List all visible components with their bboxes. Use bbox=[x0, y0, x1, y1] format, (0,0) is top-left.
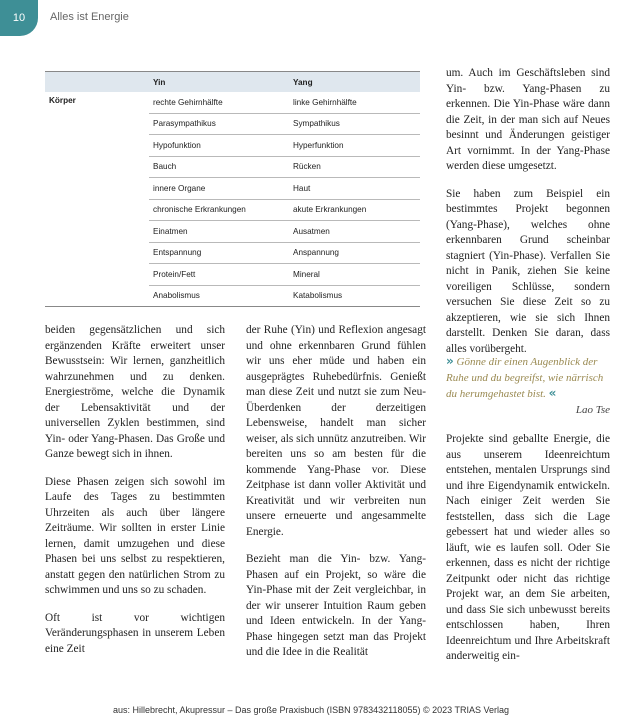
paragraph: Diese Phasen zeigen sich sowohl im Laufe des Tages zu bestimmten Uhrzeiten als auch über längere Zeiträume. Wir sollten in erster Linie lernen, damit umzugehen und diese Phasen bei uns selbst zu respektieren, anstatt gegen den natürlichen Strom zu schwimmen und uns so zu schaden. bbox=[45, 475, 225, 596]
table-header-yin: Yin bbox=[149, 72, 289, 92]
table-header-row bbox=[45, 72, 420, 92]
table-cell-yin: rechte Gehirnhälfte bbox=[149, 92, 289, 113]
table-header-yang: Yang bbox=[289, 72, 420, 92]
text-column-right-top bbox=[446, 66, 610, 369]
table-cell-yang: akute Erkrankungen bbox=[289, 199, 420, 221]
table-cell-yang: Sympathikus bbox=[289, 113, 420, 135]
table-cell-yang: Rücken bbox=[289, 156, 420, 178]
yin-yang-table bbox=[45, 71, 420, 307]
text-column-middle bbox=[246, 323, 426, 673]
footer-citation: aus: Hillebrecht, Akupressur – Das große Praxisbuch (ISBN 9783432118055) © 2023 TRIAS Verlag bbox=[112, 705, 509, 715]
quote-close-mark: « bbox=[548, 386, 557, 400]
paragraph: um. Auch im Geschäftsleben sind Yin- bzw. Yang-Phasen zu erkennen. Die Yin-Phase wäre dann die Zeit, in der man sich auf Neues besinnt und Änderungen geistiger Art vornimmt. In der Yang-Phase werden diese umgesetzt. bbox=[446, 67, 610, 172]
quote-open-mark: » bbox=[446, 354, 454, 368]
table-row bbox=[45, 92, 420, 113]
paragraph: Projekte sind geballte Energie, die aus unserem Ideenreichtum entstehen, mentalen Ursprungs sind und ihre Eigendynamik entwickeln. Nach einiger Zeit werden Sie feststellen, dass sich die Lage gebessert hat und wieder alles so läuft, wie es laufen soll. Oder Sie erkennen, dass es nicht der richtige Zeitpunkt oder nicht das richtige Projekt war, an dem Sie arbeiten, und dass Sie sich unbewusst bereits entschlossen haben, Ihren Ideenreichtum und Ihre Arbeitskraft anderweitig ein- bbox=[446, 433, 610, 662]
table-cell-yin: Protein/Fett bbox=[149, 264, 289, 286]
table-cell-yang: Anspannung bbox=[289, 242, 420, 264]
table-cell-yin: Hypofunktion bbox=[149, 135, 289, 157]
table-cell-yin: chronische Erkrankungen bbox=[149, 199, 289, 221]
table-cell-yin: Parasympathikus bbox=[149, 113, 289, 135]
text-column-right-bottom bbox=[446, 432, 610, 677]
running-title: Alles ist Energie bbox=[50, 11, 129, 23]
table-cell-yang: Mineral bbox=[289, 264, 420, 286]
table-cell-yang: Katabolismus bbox=[293, 291, 343, 301]
paragraph: beiden gegensätzlichen und sich ergänzenden Kräfte erweitert unser Bewusstsein: Wir lernen, ganzheitlich wahrzunehmen und zu denken. Energieströme, welche die Dynamik der Lebensaktivität und der universellen Zyklen bestimmen, sind Yin- oder Yang-Phasen. Das Große und Ganze bewegt sich in ihnen. bbox=[45, 324, 225, 460]
table-cell-yang: Ausatmen bbox=[289, 221, 420, 243]
table-cell-yin: Bauch bbox=[149, 156, 289, 178]
text-column-left bbox=[45, 323, 225, 669]
table-cell-yin: Entspannung bbox=[149, 242, 289, 264]
paragraph: Bezieht man die Yin- bzw. Yang-Phasen auf ein Projekt, so wäre die Yin-Phase mit der Zeit vergleichbar, in der wir unserer Intuition Raum geben und Ideen entwickeln. In der Yang-Phase hingegen setzt man das Projekt und die Idee in die Realität bbox=[246, 553, 426, 658]
pull-quote bbox=[446, 354, 610, 418]
table-cell-yang: Haut bbox=[289, 178, 420, 200]
paragraph: Sie haben zum Beispiel ein bestimmtes Projekt begonnen (Yang-Phase), welches ohne erkennbaren Grund scheinbar stagniert (Yin-Phase). Verfallen Sie nicht in Panik, ziehen Sie keine voreiligen Schlüsse, sondern versuchen Sie diese Zeit so zu akzeptieren, wie sie sich Ihnen darstellt. Denken Sie daran, dass alles vorübergeht. bbox=[446, 187, 610, 355]
paragraph: der Ruhe (Yin) und Reflexion angesagt und ohne erkennbaren Grund fühlen wir uns eher müde und haben ein ausgeprägtes Ruhebedürfnis. Genießt man diese Zeit und nutzt sie zum Neu-Überdenken der derzeitigen Lebensweise, handelt man sicher weiser, als sich unnütz anzutreiben. Wir bereiten uns so am besten für die kommende Yang-Phase vor. Diese Zeitphase ist dann voller Aktivität und Kreativität und wir verbreiten nun unsere erneuerte und angesammelte Energie. bbox=[246, 324, 426, 538]
table-cell-yin: innere Organe bbox=[149, 178, 289, 200]
quote-author: Lao Tse bbox=[575, 403, 610, 416]
page-number: 10 bbox=[12, 12, 26, 24]
quote-text: Gönne dir einen Augenblick der Ruhe und du begreifst, wie närrisch du herumgehastet bist. bbox=[446, 356, 604, 400]
table-cell-yang: linke Gehirnhälfte bbox=[289, 92, 420, 113]
table-header-empty bbox=[45, 72, 149, 92]
paragraph: Oft ist vor wichtigen Veränderungsphasen in unserem Leben eine Zeit bbox=[45, 611, 225, 655]
page-number-badge bbox=[0, 0, 38, 36]
table-cell-yang: Hyperfunktion bbox=[289, 135, 420, 157]
table-cell-yin: Anabolismus bbox=[153, 291, 200, 301]
table-cell-yin: Einatmen bbox=[149, 221, 289, 243]
table-category: Körper bbox=[49, 96, 76, 105]
